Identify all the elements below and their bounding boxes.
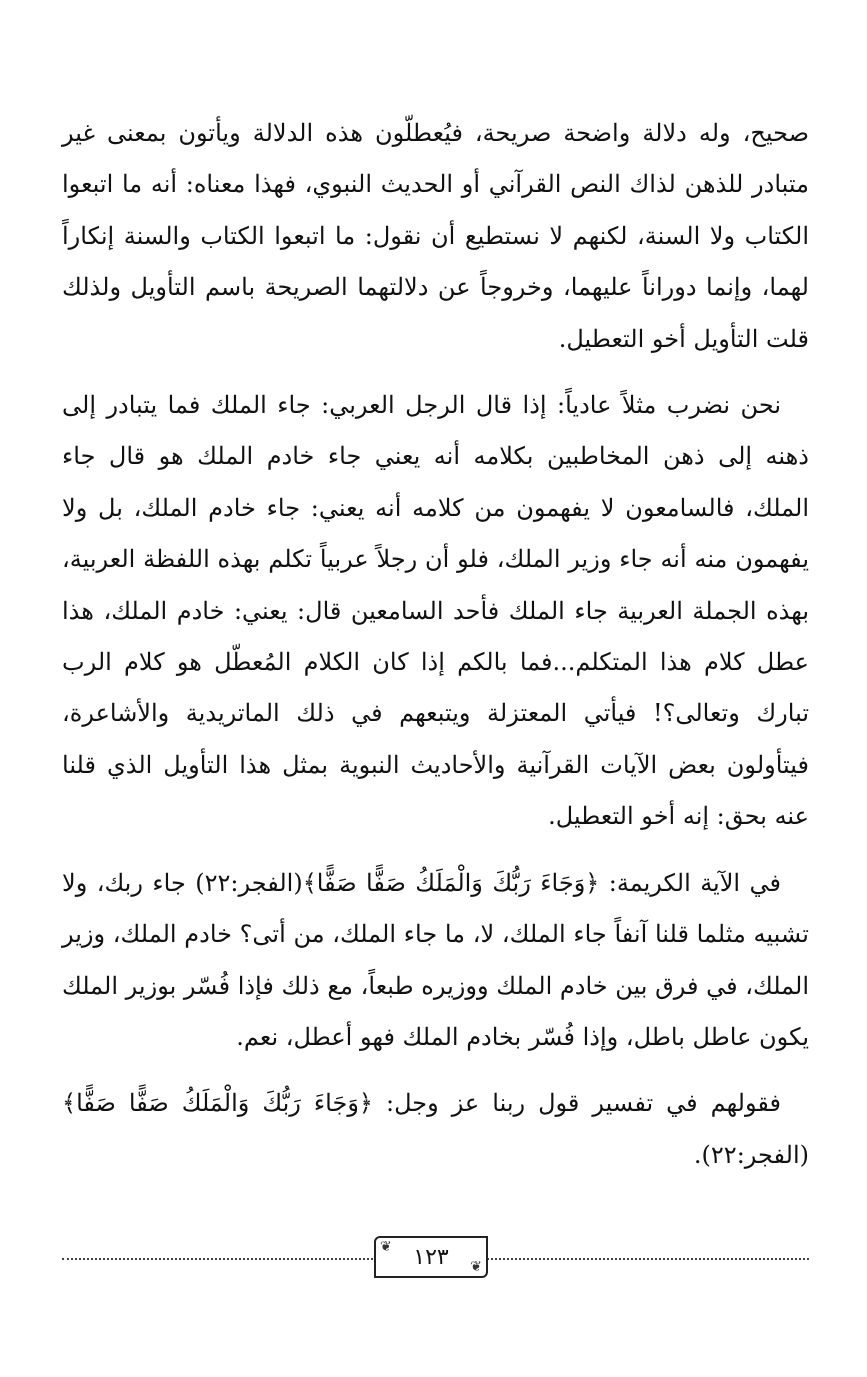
frame-ornament-icon: ❦ <box>380 1239 392 1255</box>
paragraph-3-text: في الآية الكريمة: ﴿وَجَاءَ رَبُّكَ وَالْمَلَكُ صَفًّا صَفًّا﴾(الفجر:٢٢) جاء ربك، ولا تشبيه مثلما قلنا آنفاً جاء الملك، لا، ما جاء الملك، من أتى؟ خادم الملك، وزير الملك، في فرق بين خادم الملك ووزيره طبعاً، مع ذلك فإذا فُسّر بوزير الملك يكون عاطل باطل، وإذا فُسّر بخادم الملك فهو أعطل، نعم. <box>62 868 809 1051</box>
page-body <box>62 108 809 1196</box>
paragraph-2 <box>62 380 809 843</box>
page-number-frame <box>374 1236 488 1278</box>
paragraph-1-text: صحيح، وله دلالة واضحة صريحة، فيُعطلّون هذه الدلالة ويأتون بمعنى غير متبادر للذهن لذاك النص القرآني أو الحديث النبوي، فهذا معناه: أنه ما اتبعوا الكتاب ولا السنة، لكنهم لا نستطيع أن نقول: ما اتبعوا الكتاب والسنة إنكاراً لهما، وإنما دوراناً عليهما، وخروجاً عن دلالتهما الصريحة باسم التأويل ولذلك قلت التأويل أخو التعطيل. <box>62 119 809 353</box>
page-number: ١٢٣ <box>413 1244 449 1270</box>
paragraph-4 <box>62 1078 809 1181</box>
paragraph-1 <box>62 108 809 365</box>
paragraph-4-text: فقولهم في تفسير قول ربنا عز وجل: ﴿وَجَاءَ رَبُّكَ وَالْمَلَكُ صَفًّا صَفًّا﴾(الفجر:٢٢). <box>62 1089 809 1169</box>
paragraph-3 <box>62 858 809 1064</box>
paragraph-2-text: نحن نضرب مثلاً عادياً: إذا قال الرجل العربي: جاء الملك فما يتبادر إلى ذهنه إلى ذهن المخاطبين بكلامه أنه يعني جاء خادم الملك هو قال جاء الملك، فالسامعون لا يفهمون من كلامه أنه يعني: جاء خادم الملك، بل ولا يفهمون منه أنه جاء وزير الملك، فلو أن رجلاً عربياً تكلم بهذه اللفظة العربية، بهذه الجملة العربية جاء الملك فأحد السامعين قال: يعني: خادم الملك، هذا عطل كلام هذا المتكلم...فما بالكم إذا كان الكلام المُعطّل هو كلام الرب تبارك وتعالى؟! فيأتي المعتزلة ويتبعهم في ذلك الماتريدية والأشاعرة، فيتأولون بعض الآيات القرآنية والأحاديث النبوية بمثل هذا التأويل الذي قلنا عنه بحق: إنه أخو التعطيل. <box>62 391 809 831</box>
page-footer <box>62 1236 809 1276</box>
frame-ornament-icon: ❦ <box>470 1259 482 1275</box>
